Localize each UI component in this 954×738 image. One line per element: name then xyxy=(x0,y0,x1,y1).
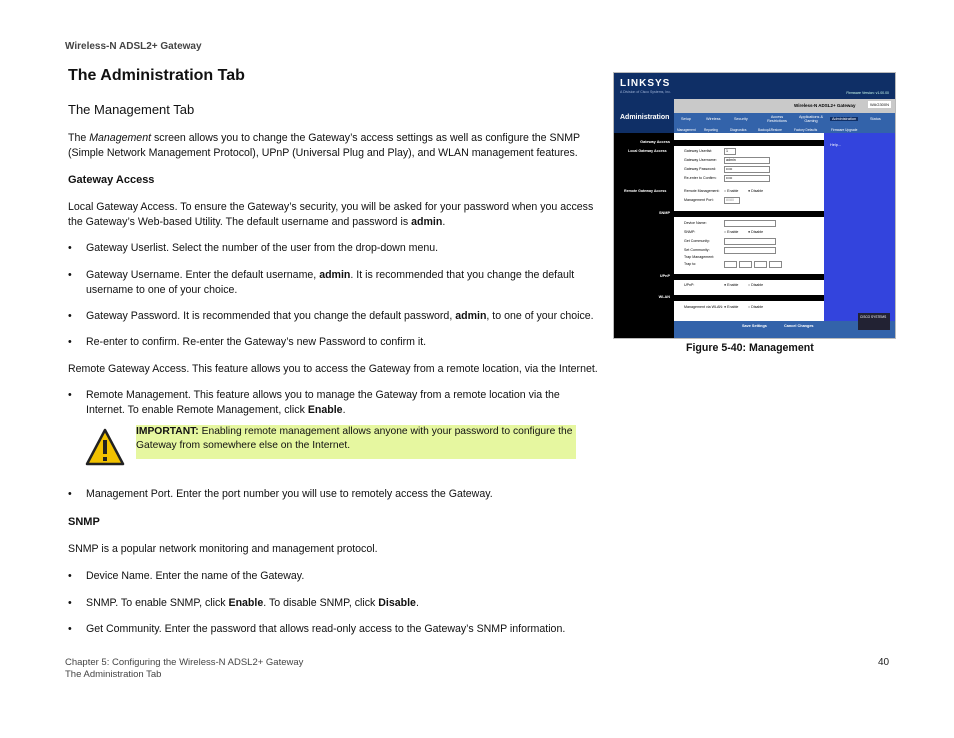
wlan-disable-radio[interactable]: ○ Disable xyxy=(748,305,764,309)
label-device-name: Device Name: xyxy=(684,221,707,225)
section-title: Administration xyxy=(620,114,670,121)
tab-status[interactable]: Status xyxy=(870,117,881,121)
trap-ip-4[interactable] xyxy=(769,261,782,268)
bullet-remote-management: • Remote Management. This feature allows you to manage the Gateway from a remote location via the Internet. To enable Remote Management, click Enable. xyxy=(68,388,594,418)
label-remote-access: Remote Gateway Access xyxy=(624,189,667,193)
remote-enable-radio[interactable]: ○ Enable xyxy=(724,189,739,193)
subtab-management[interactable]: Management xyxy=(677,128,696,132)
cisco-logo: CISCO SYSTEMS xyxy=(858,313,890,330)
bullet-device-name: • Device Name. Enter the name of the Gateway. xyxy=(68,569,594,584)
snmp-paragraph: SNMP is a popular network monitoring and management protocol. xyxy=(68,543,378,555)
page-title: The Administration Tab xyxy=(68,67,245,84)
bullet-snmp: • SNMP. To enable SNMP, click Enable. To disable SNMP, click Disable. xyxy=(68,596,594,611)
label-username: Gateway Username: xyxy=(684,158,717,162)
footer-chapter: Chapter 5: Configuring the Wireless-N ADSL2+ Gateway xyxy=(65,657,304,668)
bullet-userlist: • Gateway Userlist. Select the number of the user from the drop-down menu. xyxy=(68,241,594,256)
bullet-management-port: • Management Port. Enter the port number you will use to remotely access the Gateway. xyxy=(68,487,594,502)
trap-ip-3[interactable] xyxy=(754,261,767,268)
label-management-wlan: Management via WLAN: xyxy=(684,305,723,309)
product-name: Wireless-N ADSL2+ Gateway xyxy=(794,103,856,108)
figure-caption: Figure 5-40: Management xyxy=(686,342,814,354)
password-input[interactable]: ••••• xyxy=(724,166,770,173)
userlist-select[interactable]: 1 xyxy=(724,148,736,155)
upnp-enable-radio[interactable]: ● Enable xyxy=(724,283,739,287)
trap-ip-1[interactable] xyxy=(724,261,737,268)
remote-disable-radio[interactable]: ● Disable xyxy=(748,189,764,193)
linksys-logo-sub: A Division of Cisco Systems, Inc. xyxy=(620,90,671,94)
help-link[interactable]: Help... xyxy=(830,143,841,147)
linksys-logo: LINKSYS xyxy=(620,78,671,89)
trap-ip-2[interactable] xyxy=(739,261,752,268)
upnp-disable-radio[interactable]: ○ Disable xyxy=(748,283,764,287)
local-access-paragraph: Local Gateway Access. To ensure the Gateway’s security, you will be asked for your password when you access the Gateway’s Web-based Utility. The default username and password is admin. xyxy=(68,201,594,228)
label-set-community: Set Community: xyxy=(684,248,710,252)
gateway-access-heading: Gateway Access xyxy=(68,174,155,186)
linksys-admin-bar xyxy=(614,99,895,133)
footer xyxy=(65,657,303,681)
username-input[interactable]: admin xyxy=(724,157,770,164)
section-upnp: UPnP xyxy=(614,274,824,280)
firmware-version: Firmware Version: v1.00.00 xyxy=(846,91,889,95)
label-management-port: Management Port: xyxy=(684,198,714,202)
wlan-enable-radio[interactable]: ● Enable xyxy=(724,305,739,309)
subtab-diagnostics[interactable]: Diagnostics xyxy=(730,128,747,132)
label-trap-management: Trap Management: xyxy=(684,255,715,259)
save-settings-button[interactable]: Save Settings xyxy=(742,324,767,328)
tab-setup[interactable]: Setup xyxy=(681,117,691,121)
label-password: Gateway Password: xyxy=(684,167,716,171)
bullet-password: • Gateway Password. It is recommended that you change the default password, admin, to one of your choice. xyxy=(68,309,594,324)
label-trap-to: Trap to: xyxy=(684,262,697,266)
section-wlan: WLAN xyxy=(614,295,824,301)
subtab-backup-restore[interactable]: Backup&Restore xyxy=(758,128,782,132)
cancel-changes-button[interactable]: Cancel Changes xyxy=(784,324,814,328)
main-tabs xyxy=(674,113,895,127)
management-screenshot-figure xyxy=(613,72,896,339)
left-column xyxy=(614,133,674,338)
tab-applications-gaming[interactable]: Applications & Gaming xyxy=(798,115,824,123)
confirm-input[interactable]: ••••• xyxy=(724,175,770,182)
label-local-access: Local Gateway Access xyxy=(628,149,667,153)
label-upnp: UPnP: xyxy=(684,283,695,287)
bullet-username: • Gateway Username. Enter the default username, admin. It is recommended that you change the default username to one of your choice. xyxy=(68,268,594,298)
intro-paragraph: The Management screen allows you to change the Gateway’s access settings as well as configure the SNMP (Simple Network Management Protocol), UPnP (Universal Plug and Play), and WLAN management features. xyxy=(68,132,580,159)
snmp-heading: SNMP xyxy=(68,516,100,528)
label-get-community: Get Community: xyxy=(684,239,710,243)
snmp-enable-radio[interactable]: ○ Enable xyxy=(724,230,739,234)
warning-icon xyxy=(85,428,125,466)
section-snmp: SNMP xyxy=(614,211,824,217)
bullet-get-community: • Get Community. Enter the password that allows read-only access to the Gateway’s SNMP information. xyxy=(68,622,594,637)
subtab-firmware-upgrade[interactable]: Firmware Upgrade xyxy=(831,128,858,132)
help-column xyxy=(824,133,895,338)
label-snmp: SNMP: xyxy=(684,230,696,234)
tab-security[interactable]: Security xyxy=(734,117,748,121)
tab-administration[interactable]: Administration xyxy=(832,117,857,121)
section-subtitle: The Management Tab xyxy=(68,102,195,117)
linksys-top-bar xyxy=(614,73,895,99)
device-name-input[interactable] xyxy=(724,220,776,227)
page-number: 40 xyxy=(878,657,890,668)
running-header: Wireless-N ADSL2+ Gateway xyxy=(65,41,202,52)
section-gateway-access: Gateway Access xyxy=(614,140,824,146)
product-bar xyxy=(674,99,895,113)
tab-wireless[interactable]: Wireless xyxy=(706,117,721,121)
label-confirm: Re-enter to Confirm: xyxy=(684,176,717,180)
subtab-factory-defaults[interactable]: Factory Defaults xyxy=(794,128,818,132)
port-input[interactable]: 8080 xyxy=(724,197,740,204)
model-number: WAG300N xyxy=(870,102,889,107)
label-remote-management: Remote Management: xyxy=(684,189,720,193)
footer-section: The Administration Tab xyxy=(65,669,162,680)
remote-access-paragraph: Remote Gateway Access. This feature allows you to access the Gateway from a remote location, via the Internet. xyxy=(68,363,598,375)
set-community-input[interactable] xyxy=(724,247,776,254)
subtab-reporting[interactable]: Reporting xyxy=(704,128,718,132)
label-userlist: Gateway Userlist: xyxy=(684,149,713,153)
get-community-input[interactable] xyxy=(724,238,776,245)
important-note: IMPORTANT: Enabling remote management allows anyone with your password to configure the Gateway from somewhere else on the Internet. xyxy=(136,425,576,459)
snmp-disable-radio[interactable]: ● Disable xyxy=(748,230,764,234)
bullet-confirm: • Re-enter to confirm. Re-enter the Gateway’s new Password to confirm it. xyxy=(68,335,594,350)
tab-access-restrictions[interactable]: Access Restrictions xyxy=(767,115,787,123)
